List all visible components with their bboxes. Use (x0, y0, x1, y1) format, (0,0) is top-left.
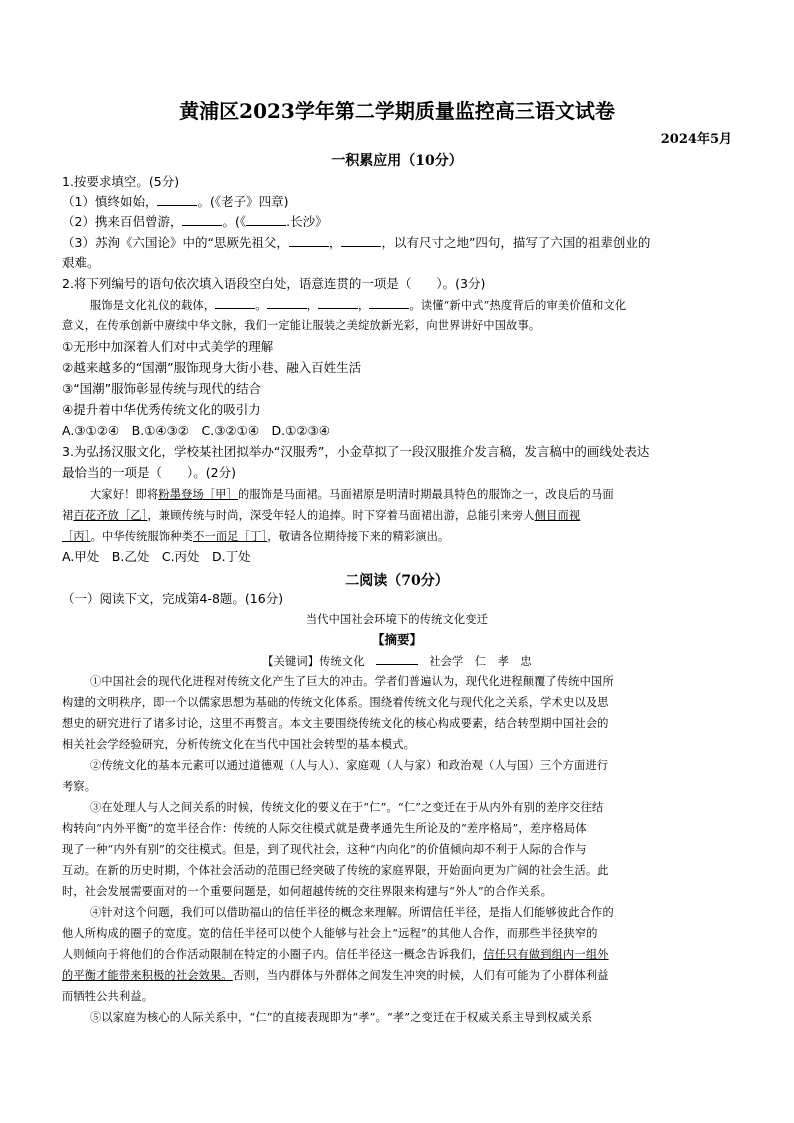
article-paragraph-1: 构建的文明秩序，即一个以儒家思想为基础的传统文化体系。围绕着传统文化与现代化之关系，学术史以及思 (62, 696, 609, 709)
article-paragraph-3: 现了一种“内外有别”的交往模式。但是，到了现代社会，这种“内向化”的价值倾向却不利于人际的合作与 (62, 843, 587, 856)
section1-title: 一积累应用（10分） (331, 153, 463, 169)
paragraph-text: 否则，当内群体与外群体之间发生冲突的时候，人们有可能为了小群体利益 (232, 969, 609, 982)
answer-blank[interactable] (157, 192, 197, 206)
q2-punct: 。 (255, 299, 267, 312)
q2-passage-line1 (62, 295, 760, 316)
q2-punct: ， (306, 299, 319, 312)
article-paragraph-1: ①中国社会的现代化进程对传统文化产生了巨大的冲击。学者们普遍认为，现代化进程颠覆了传统中国所 (90, 675, 614, 688)
q1-line1 (62, 192, 732, 212)
q3-passage-line3 (62, 527, 732, 547)
q1-stem: 1.按要求填空。(5分) (62, 174, 180, 189)
keywords (62, 651, 732, 672)
q3-stem-line2: 最恰当的一项是（ ）。(2分) (62, 465, 236, 480)
answer-blank[interactable] (215, 295, 255, 309)
q1-line1-source: 。(《老子》四章) (197, 194, 289, 209)
answer-blank[interactable] (267, 295, 307, 309)
answer-blank[interactable] (318, 295, 358, 309)
q3-text: ，敬请各位期待接下来的精彩演出。 (267, 530, 450, 543)
q2-stem: 2.将下列编号的语句依次填入语段空白处，语意连贯的一项是（ ）。(3分) (62, 276, 486, 291)
q2-option-1: ①无形中加深着人们对中式美学的理解 (62, 339, 274, 354)
q2-passage-text-end: 。读懂“新中式”热度背后的审美价值和文化 (409, 299, 627, 312)
reading-part1-instruction: （一）阅读下文，完成第4-8题。(16分) (62, 591, 284, 606)
q1-line1-text: （1）慎终如始， (62, 194, 158, 209)
answer-blank[interactable] (182, 212, 222, 226)
q3-text: 大家好！即将 (90, 488, 159, 501)
q1-line3-text: （3）苏洵《六国论》中的“思厥先祖父， (62, 235, 289, 250)
article-paragraph-5: ⑤以家庭为核心的人际关系中，“仁”的直接表现即为“孝”。“孝”之变迁在于权威关系主导到权威关系 (90, 1011, 593, 1024)
q2-option-2: ②越来越多的“国潮”服饰现身大街小巷、融入百姓生活 (62, 360, 362, 375)
q2-passage-text: 服饰是文化礼仪的载体， (90, 299, 216, 312)
q1-line3-cont: 艰难。 (62, 255, 100, 270)
q3-text: 的服饰是马面裙。马面裙原是明清时期最具特色的服饰之一，改良后的马面 (238, 488, 614, 501)
q3-passage-line1 (62, 485, 760, 505)
q3-underlined-bing: 侧目而视 (534, 509, 581, 522)
q2-passage-line2: 意义，在传承创新中赓续中华文脉，我们一定能让服装之美绽放新光彩，向世界讲好中国故事。 (62, 319, 541, 332)
keywords-label: 【关键词】传统文化 (262, 655, 365, 668)
q3-text: 。中华传统服饰种类 (90, 530, 194, 543)
underlined-sentence: 的平衡才能带来积极的社会效果。 (62, 969, 233, 982)
keywords-rest: 社会学 仁 孝 忠 (429, 655, 532, 668)
q2-choices: A.③①②④ B.①④③② C.③②①④ D.①②③④ (62, 423, 330, 438)
exam-title: 黄浦区2023学年第二学期质量监控高三语文试卷 (179, 99, 615, 123)
article-paragraph-4: 他人所构成的圈子的宽度。宽的信任半径可以使个人能够与社会上“远程”的其他人合作，而那些半径狭窄的 (62, 927, 598, 940)
article-paragraph-3: 时，社会发展需要面对的一个重要问题是，如何超越传统的交往界限来构建与“外人”的合作关系。 (62, 885, 553, 898)
article-paragraph-1: 相关社会学经验研究，分析传统文化在当代中国社会转型的基本模式。 (62, 738, 416, 751)
q3-underlined-ding: 不一而足［丁］ (193, 530, 268, 543)
q2-punct: ， (358, 299, 370, 312)
article-paragraph-4 (62, 966, 732, 986)
answer-blank[interactable] (289, 233, 329, 247)
q1-line3 (62, 233, 732, 253)
q3-underlined-bing-mark: ［丙］ (62, 530, 91, 543)
article-paragraph-3: 互动。在新的历史时期，个体社会活动的范围已经突破了传统的家庭界限，开始面向更为广阔的社会生活。此 (62, 864, 609, 877)
article-title: 当代中国社会环境下的传统文化变迁 (305, 613, 489, 626)
q3-passage-line2 (62, 506, 732, 526)
q1-line2-text: （2）携来百侣曾游， (62, 214, 183, 229)
answer-blank[interactable] (376, 651, 418, 665)
abstract-label: 【摘要】 (371, 632, 422, 647)
q3-text: 裙 (62, 509, 74, 522)
answer-blank[interactable] (341, 233, 381, 247)
article-paragraph-4: ④针对这个问题，我们可以借助福山的信任半径的概念来理解。所谓信任半径，是指人们能够彼此合作的 (90, 906, 614, 919)
q1-line3-comma: ， (328, 235, 342, 250)
article-paragraph-3: 构转向“内外平衡”的宽半径合作：传统的人际交往模式就是费孝通先生所论及的“差序格局”，差序格局体 (62, 822, 587, 835)
article-paragraph-3: ③在处理人与人之间关系的时候，传统文化的要义在于“仁”。“仁”之变迁在于从内外有别的差序交往结 (90, 801, 604, 814)
q3-underlined-jia: 粉墨登场［甲］ (158, 488, 239, 501)
q1-line2-source-end: .长沙》 (286, 214, 328, 229)
paragraph-text: 人则倾向于将他们的合作活动限制在特定的小圈子内。信任半径这一概念告诉我们， (62, 948, 484, 961)
q1-line2-source: 。(《 (222, 214, 247, 229)
q3-choices: A.甲处 B.乙处 C.丙处 D.丁处 (62, 549, 251, 564)
q3-underlined-yi: 百花齐放［乙］ (73, 509, 148, 522)
answer-blank[interactable] (246, 212, 286, 226)
exam-date: 2024年5月 (660, 132, 732, 147)
section2-title: 二阅读（70分） (345, 573, 449, 589)
answer-blank[interactable] (369, 295, 409, 309)
article-paragraph-4: 而牺牲公共利益。 (62, 990, 154, 1003)
q1-line3-rest: ，以有尺寸之地”四句，描写了六国的祖辈创业的 (381, 235, 651, 250)
q3-text: ，兼顾传统与时尚，深受年轻人的追捧。时下穿着马面裙出游，总能引来旁人 (147, 509, 535, 522)
q1-line2 (62, 212, 732, 232)
underlined-sentence: 信任只有做到组内一组外 (483, 948, 609, 961)
article-paragraph-2: 考察。 (62, 780, 97, 793)
q3-stem-line1: 3.为弘扬汉服文化，学校某社团拟举办“汉服秀”，小金草拟了一段汉服推介发言稿，发言稿中的画线处表达 (62, 444, 650, 459)
q2-option-4: ④提升着中华优秀传统文化的吸引力 (62, 402, 261, 417)
article-paragraph-4 (62, 945, 732, 965)
article-paragraph-2: ②传统文化的基本元素可以通过道德观（人与人）、家庭观（人与家）和政治观（人与国）三个方面进行 (90, 759, 609, 772)
q2-option-3: ③“国潮”服饰彰显传统与现代的结合 (62, 381, 262, 396)
article-paragraph-1: 想史的研究进行了诸多讨论，这里不再赘言。本文主要围绕传统文化的核心构成要素，结合转型期中国社会的 (62, 717, 609, 730)
